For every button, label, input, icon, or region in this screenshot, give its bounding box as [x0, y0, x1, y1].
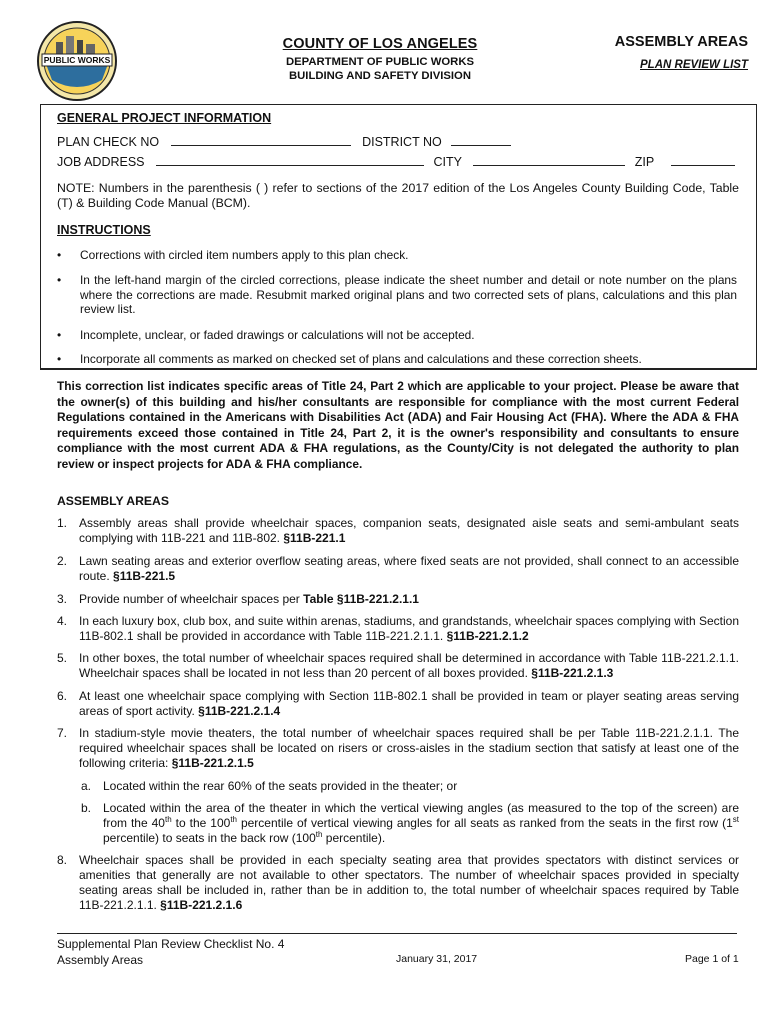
assembly-item-6: 6. At least one wheelchair space complying with Section 11B-802.1 shall be provided in team or player seating areas serving areas of sport activity. §11B-221.2.1.4	[57, 689, 739, 718]
document-title: ASSEMBLY AREAS	[614, 34, 748, 50]
job-address-label: JOB ADDRESS	[57, 155, 145, 169]
assembly-item-7b: b. Located within the area of the theater in which the vertical viewing angles (as measured to the top of the screen) are from the 40th to the 100th percentile of vertical viewing angles for all seats as ranked from the seats in the first row (1st percentile) to seats in the back row (100th percentile).	[81, 801, 740, 845]
footer-left	[57, 937, 284, 968]
instruction-item: • Incorporate all comments as marked on checked set of plans and calculations and these correction sheets.	[57, 352, 642, 366]
general-info-box-bottom-border	[40, 368, 757, 370]
city-field[interactable]	[473, 154, 625, 166]
district-field[interactable]	[451, 134, 511, 146]
footer-page-number: Page 1 of 1	[685, 953, 739, 965]
city-label: CITY	[433, 155, 462, 169]
instruction-item: • Incomplete, unclear, or faded drawings or calculations will not be accepted.	[57, 328, 475, 342]
footer-checklist-name: Supplemental Plan Review Checklist No. 4	[57, 937, 285, 951]
header-center	[262, 36, 498, 83]
document-subtitle: PLAN REVIEW LIST	[640, 59, 748, 71]
assembly-item-8: 8. Wheelchair spaces shall be provided in each specialty seating area that provides spectators with distinct services or amenities that generally are not available to other spectators. The number of wheelchair spaces provided in specialty seating areas shall be included in, rather than be in addition to, the total number of wheelchair spaces required by Table 11B-221.2.1.1. §11B-221.2.1.6	[57, 853, 739, 912]
zip-label: ZIP	[634, 155, 654, 169]
code-reference-note: NOTE: Numbers in the parenthesis ( ) refer to sections of the 2017 edition of the Los Angeles County Building Code, Table (T) & Building Code Manual (BCM).	[57, 181, 739, 210]
division-name: BUILDING AND SAFETY DIVISION	[288, 70, 472, 82]
plan-check-label: PLAN CHECK NO	[57, 135, 160, 149]
assembly-item-3: 3. Provide number of wheelchair spaces per Table §11B-221.2.1.1	[57, 592, 419, 606]
compliance-warning: This correction list indicates specific areas of Title 24, Part 2 which are applicable to your project. Please be aware that the owner(s) of this building and his/her consultants are responsible for compliance with the most current Federal Regulations contained in the Americans with Disabilities Act (ADA) and Fair Housing Act (FHA). Where the ADA & FHA requirements exceed those contained in Title 24, Part 2, it is the owner's responsibility and consultants to ensure compliance with the most current ADA & FHA regulations, as the County/City is not delegated the authority to plan review or inspect projects for ADA & FHA compliance.	[57, 379, 739, 471]
assembly-item-2: 2. Lawn seating areas and exterior overflow seating areas, where fixed seats are not provided, shall connect to an accessible route. §11B-221.5	[57, 554, 739, 583]
county-title: COUNTY OF LOS ANGELES	[282, 36, 478, 52]
instructions-heading: INSTRUCTIONS	[57, 223, 151, 237]
job-address-row	[57, 154, 735, 169]
assembly-item-7a: a. Located within the rear 60% of the seats provided in the theater; or	[81, 779, 458, 793]
footer-section-name: Assembly Areas	[57, 952, 144, 967]
department-name: DEPARTMENT OF PUBLIC WORKS	[285, 56, 475, 68]
plan-check-field[interactable]	[171, 134, 351, 146]
footer-divider	[57, 933, 737, 934]
assembly-areas-heading: ASSEMBLY AREAS	[57, 494, 169, 508]
instruction-item: • Corrections with circled item numbers apply to this plan check.	[57, 248, 409, 262]
assembly-item-4: 4. In each luxury box, club box, and suite within arenas, stadiums, and grandstands, wheelchair spaces complying with Section 11B-802.1 shall be provided in accordance with Table 11B-221.2.1.1. §11B-221.2.1.2	[57, 614, 739, 643]
district-label: DISTRICT NO	[362, 135, 442, 149]
assembly-item-7: 7. In stadium-style movie theaters, the total number of wheelchair spaces required shall be per Table 11B-221.2.1.1. The required wheelchair spaces shall be located on risers or cross-aisles in the stadium section that satisfy at least one of the following criteria: §11B-221.2.1.5	[57, 726, 739, 770]
general-info-heading: GENERAL PROJECT INFORMATION	[57, 111, 272, 125]
assembly-item-1: 1. Assembly areas shall provide wheelchair spaces, companion seats, designated aisle seats and semi-ambulant seats complying with 11B-221 and 11B-802. §11B-221.1	[57, 516, 739, 545]
header-right	[560, 34, 748, 71]
svg-text:PUBLIC WORKS: PUBLIC WORKS	[43, 55, 111, 65]
instruction-item: • In the left-hand margin of the circled corrections, please indicate the sheet number and detail or note number on the plans where the corrections are made. Resubmit marked original plans and two corrected sets of plans, calculations and this plan review list.	[57, 273, 737, 316]
footer-date: January 31, 2017	[396, 953, 478, 965]
plan-check-row	[57, 134, 511, 149]
zip-field[interactable]	[671, 154, 735, 166]
job-address-field[interactable]	[156, 154, 424, 166]
assembly-item-5: 5. In other boxes, the total number of wheelchair spaces required shall be determined in accordance with Table 11B-221.2.1.1. Wheelchair spaces shall be located in not less than 20 percent of all boxes provided. §11B-221.2.1.3	[57, 651, 739, 680]
public-works-logo	[36, 20, 118, 102]
